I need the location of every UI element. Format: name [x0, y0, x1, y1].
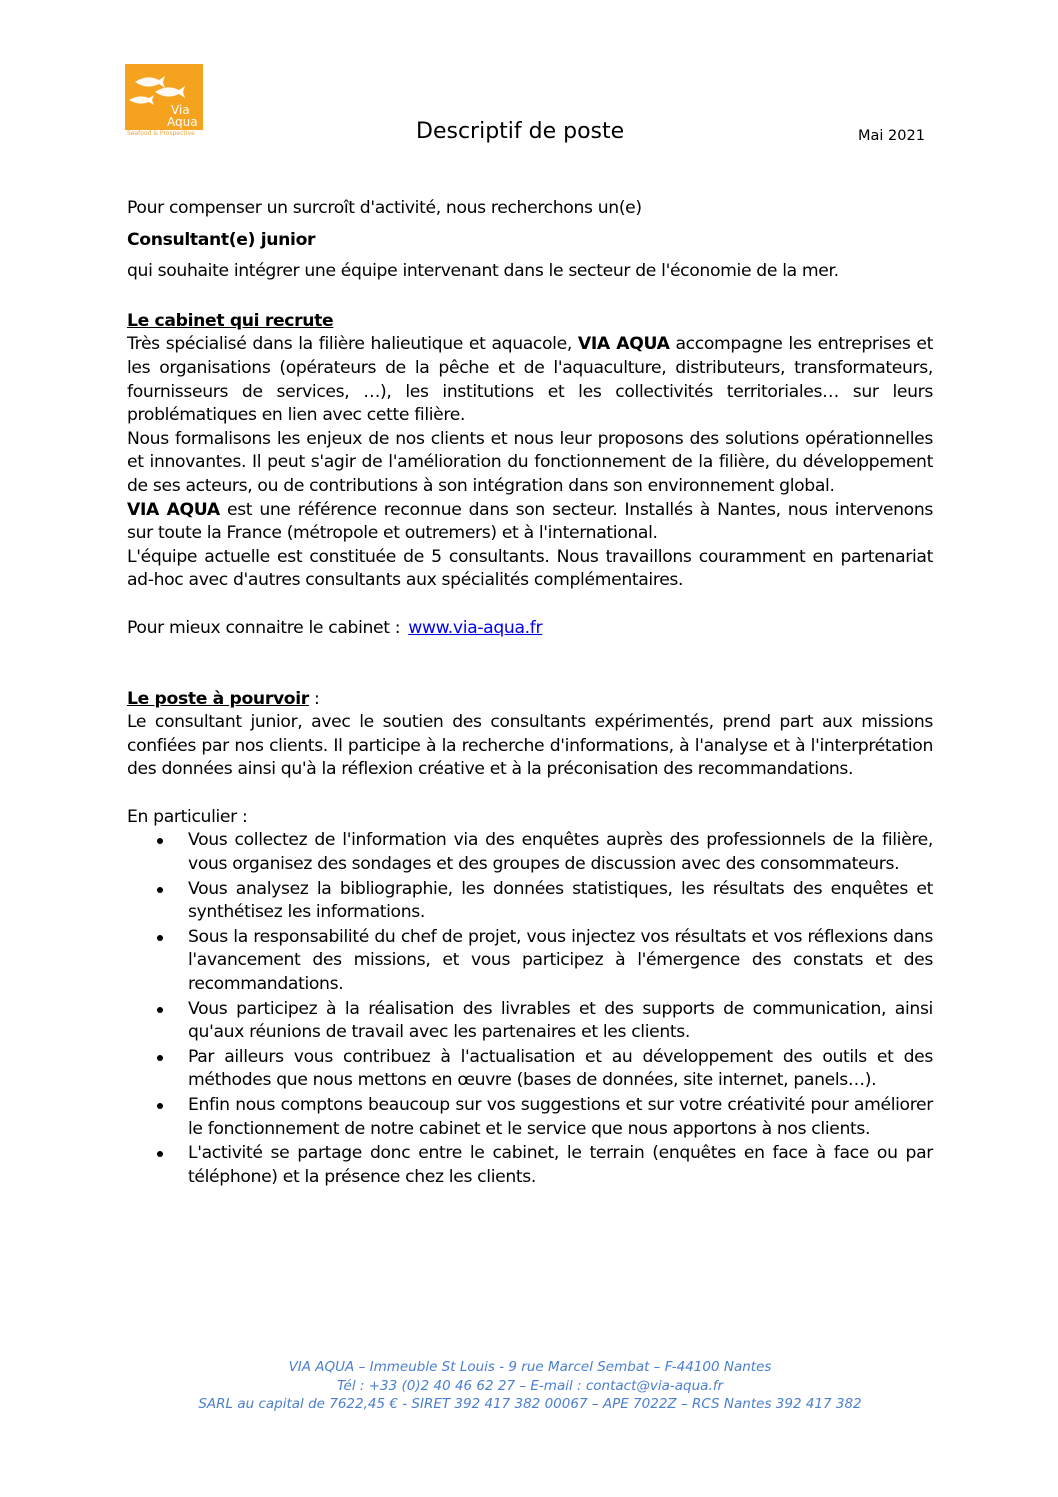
intro-line-1: Pour compenser un surcroît d'activité, nous recherchons un(e) [127, 198, 642, 218]
footer-contact: Tél : +33 (0)2 40 46 62 27 – E-mail : contact@via-aqua.fr [336, 1377, 724, 1394]
list-item [188, 829, 933, 876]
section-title-poste-line [127, 688, 933, 712]
list-item-text: L'activité se partage donc entre le cabinet, le terrain (enquêtes en face à face ou par téléphone) et la présence chez les clients. [188, 1143, 933, 1187]
intro-line-2: qui souhaite intégrer une équipe intervenant dans le secteur de l'économie de la mer. [127, 261, 839, 282]
brand-name: VIA AQUA [127, 499, 220, 520]
document-date: Mai 2021 [858, 128, 925, 144]
cabinet-p1-end: accompagne les entreprises et les organisations (opérateurs de la pêche et de l'aquaculture, distributeurs, transformateurs, fournisseurs de services, …), les institutions et les collectivités territoriales… sur leurs problématiques en lien avec cette filière. [127, 334, 934, 426]
cabinet-p1-start: Très spécialisé dans la filière halieutique et aquacole, [127, 334, 578, 355]
bullet-icon [157, 1103, 163, 1109]
en-particulier-label: En particulier : [127, 806, 248, 827]
bullet-icon [157, 935, 163, 941]
list-item-text: Sous la responsabilité du chef de projet, vous injectez vos résultats et vos réflexions dans l'avancement des missions, et vous participez à l'émergence des constats et des recommandations. [188, 926, 933, 995]
footer-address: VIA AQUA – Immeuble St Louis - 9 rue Marcel Sembat – F-44100 Nantes [288, 1359, 772, 1375]
brand-name: VIA AQUA [577, 334, 670, 355]
bullet-icon [157, 838, 163, 844]
list-item [188, 998, 933, 1045]
logo-text-via: Via [171, 103, 190, 117]
list-item-text: Vous participez à la réalisation des livrables et des supports de communication, ainsi qu'aux réunions de travail avec les partenaires et les clients. [188, 998, 933, 1043]
job-title: Consultant(e) junior [127, 229, 316, 250]
list-item [188, 878, 933, 925]
bullet-icon [157, 887, 163, 893]
fish-logo-icon [125, 64, 203, 138]
list-item-text: Vous collectez de l'information via des enquêtes auprès des professionnels de la filière, vous organisez des sondages et des groupes de discussion avec des consommateurs. [188, 830, 933, 875]
list-item-text: Enfin nous comptons beaucoup sur vos suggestions et sur votre créativité pour améliorer le fonctionnement de notre cabinet et le service que nous apportons à nos clients. [188, 1095, 933, 1139]
responsibilities-list [127, 829, 933, 1189]
page-title: Descriptif de poste [416, 119, 625, 144]
website-line [127, 617, 933, 641]
list-item [188, 1094, 933, 1141]
cabinet-paragraph-2: Nous formalisons les enjeux de nos clients et nous leur proposons des solutions opérationnelles et innovantes. Il peut s'agir de l'amélioration du fonctionnement de la filière, du développement de ses acteurs, ou de contributions à son intégration dans son environnement global. [127, 428, 933, 496]
cabinet-p3-rest: est une référence reconnue dans son secteur. Installés à Nantes, nous intervenons sur toute la France (métropole et outremers) et à l'international. [127, 499, 933, 544]
page-footer [130, 1358, 930, 1414]
list-item [188, 1142, 933, 1189]
poste-paragraph-1: Le consultant junior, avec le soutien des consultants expérimentés, prend part aux missions confiées par nos clients. Il participe à la recherche d'informations, à l'analyse et à l'interprétation des données ainsi qu'à la réflexion créative et à la préconisation des recommandations. [127, 712, 933, 780]
logo-text-aqua: Aqua [167, 115, 198, 129]
list-item-text: Vous analysez la bibliographie, les données statistiques, les résultats des enquêtes et synthétisez les informations. [188, 878, 933, 923]
bullet-icon [157, 1151, 163, 1157]
bullet-icon [157, 1055, 163, 1061]
main-content [127, 197, 933, 1190]
list-item-text: Par ailleurs vous contribuez à l'actualisation et au développement des outils et des méthodes que nous mettons en œuvre (bases de données, site internet, panels…). [188, 1046, 933, 1091]
footer-legal: SARL au capital de 7622,45 € - SIRET 392 417 382 00067 – APE 7022Z – RCS Nantes 392 417 382 [198, 1396, 862, 1412]
website-label: Pour mieux connaitre le cabinet : [127, 617, 401, 638]
section-title-poste: Le poste à pourvoir [127, 688, 309, 709]
list-item [188, 926, 933, 997]
cabinet-paragraph-3 [127, 499, 933, 546]
cabinet-paragraph-1 [127, 333, 933, 427]
logo-tagline: Seafood & Prospective [127, 130, 195, 137]
section-title-cabinet: Le cabinet qui recrute [127, 310, 334, 331]
bullet-icon [157, 1007, 163, 1013]
website-link[interactable]: www.via-aqua.fr [408, 617, 543, 638]
list-item [188, 1046, 933, 1093]
section-title-poste-suffix: : [308, 688, 320, 709]
cabinet-paragraph-4: L'équipe actuelle est constituée de 5 consultants. Nous travaillons couramment en partenariat ad-hoc avec d'autres consultants aux spécialités complémentaires. [127, 546, 933, 591]
